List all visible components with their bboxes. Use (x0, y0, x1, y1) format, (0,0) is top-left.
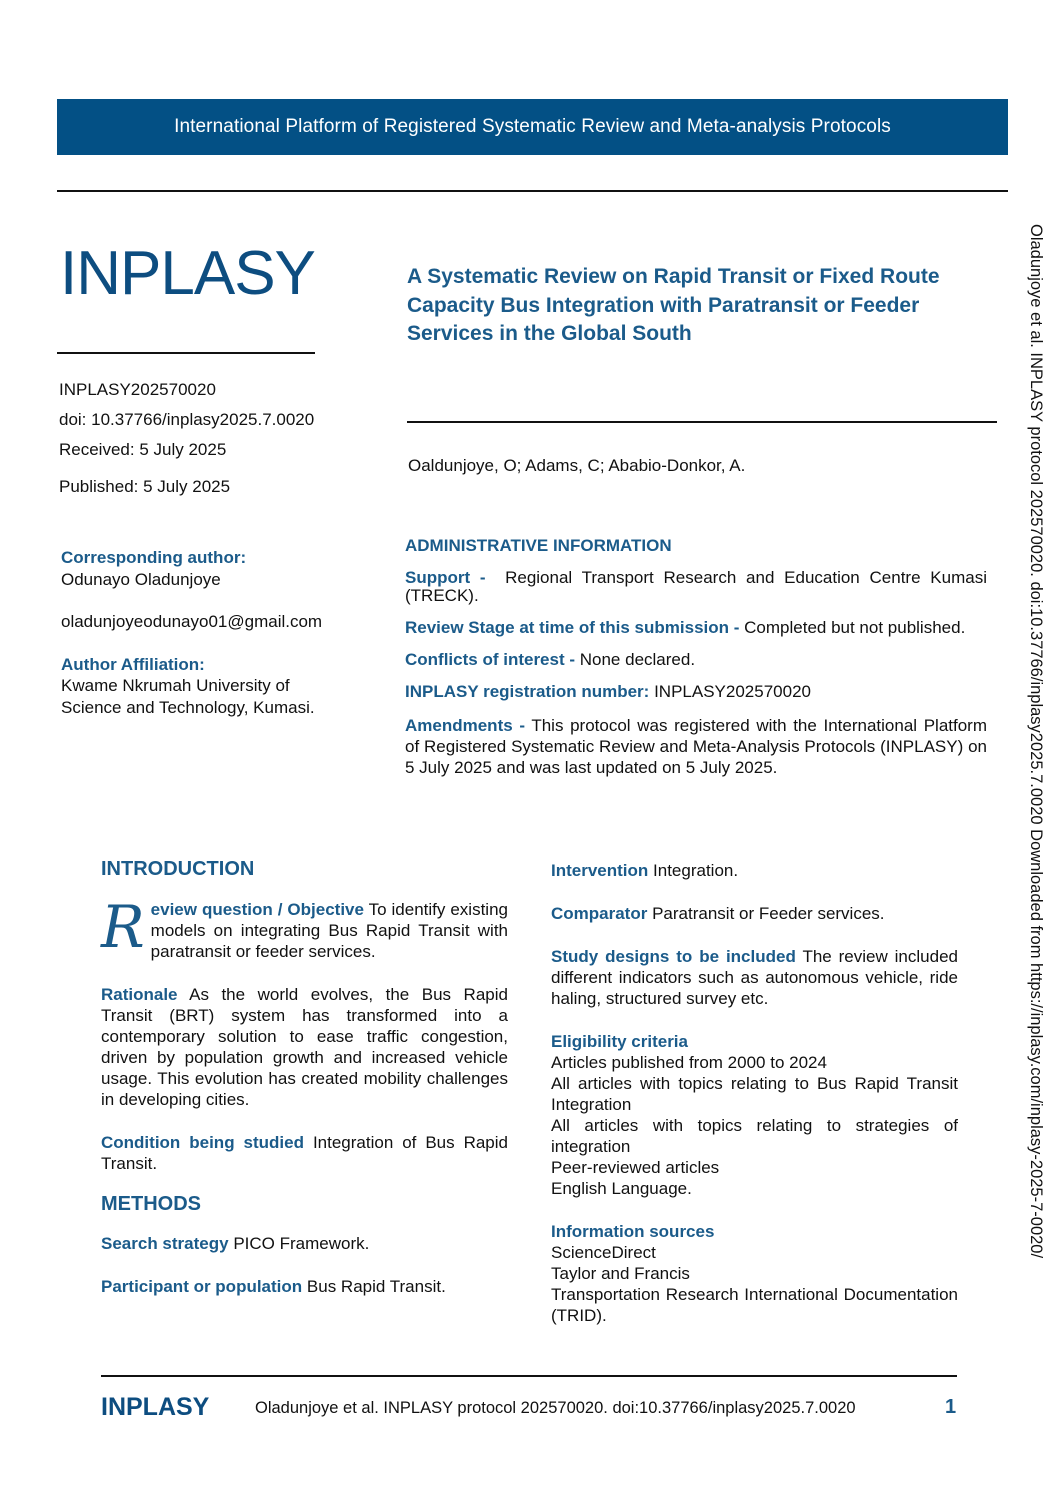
administrative-information (405, 537, 987, 792)
review-question-paragraph (101, 893, 508, 962)
intervention-paragraph (551, 860, 958, 881)
conflicts-text: None declared. (579, 650, 696, 669)
support-paragraph (405, 569, 987, 605)
registration-id: INPLASY202570020 (59, 380, 216, 399)
eligibility-item: English Language. (551, 1179, 692, 1198)
review-question-label: eview question / Objective (150, 900, 364, 919)
affiliation-heading: Author Affiliation: (61, 655, 205, 674)
left-column (101, 859, 508, 1297)
study-designs-paragraph (551, 946, 958, 1009)
corresponding-author-block (61, 548, 361, 633)
study-designs-text: The review included different indicators such as autonomous vehicle, ride haling, structured survey etc. (551, 947, 958, 1008)
author-list: Oaldunjoye, O; Adams, C; Ababio-Donkor, A. (408, 456, 746, 475)
conflicts-label: Conflicts of interest - (405, 650, 576, 669)
source-item: ScienceDirect (551, 1243, 656, 1262)
top-rule (57, 190, 1008, 192)
introduction-heading: INTRODUCTION (101, 858, 255, 880)
affiliation-text: Kwame Nkrumah University of Science and Technology, Kumasi. (61, 676, 315, 717)
search-strategy-label: Search strategy (101, 1234, 229, 1253)
affiliation-block (61, 655, 346, 719)
corresponding-email[interactable]: oladunjoyeodunayo01@gmail.com (61, 612, 323, 631)
rationale-text: As the world evolves, the Bus Rapid Transit (BRT) system has transformed into a contemporary solution to ease traffic congestion, driven by population growth and increased vehicle usage. This evolution has created mobility challenges in developing cities. (101, 985, 508, 1109)
logo-rule (57, 352, 315, 354)
dropcap-letter: R (101, 893, 145, 961)
review-question-text: To identify existing models on integrating Bus Rapid Transit with paratransit or feeder services. (150, 900, 508, 961)
paper-title: A Systematic Review on Rapid Transit or Fixed Route Capacity Bus Integration with Paratransit or Feeder Services in the Global South (407, 265, 940, 345)
condition-text: Integration of Bus Rapid Transit. (101, 1133, 508, 1173)
journal-banner (57, 99, 1008, 155)
condition-label: Condition being studied (101, 1133, 304, 1152)
registration-number-label: INPLASY registration number: (405, 682, 650, 701)
rationale-label: Rationale (101, 985, 178, 1004)
doi-text[interactable]: doi: 10.37766/inplasy2025.7.0020 (59, 410, 315, 429)
intervention-text: Integration. (653, 861, 739, 880)
condition-paragraph (101, 1132, 508, 1174)
eligibility-label: Eligibility criteria (551, 1032, 688, 1051)
inplasy-logo: INPLASY (60, 239, 315, 308)
eligibility-item: Peer-reviewed articles (551, 1158, 720, 1177)
comparator-paragraph (551, 903, 958, 924)
download-sidebar: Oladunjoye et al. INPLASY protocol 202570020. doi:10.37766/inplasy2025.7.0020 Downloaded from https://inplasy.com/inplasy-2025-7-0020/ (1027, 224, 1045, 1259)
rationale-paragraph (101, 984, 508, 1110)
registration-number-text: INPLASY202570020 (654, 682, 811, 701)
study-designs-label: Study designs to be included (551, 947, 796, 966)
registration-number-paragraph (405, 683, 987, 701)
search-strategy-paragraph (101, 1233, 508, 1254)
participant-paragraph (101, 1276, 508, 1297)
banner-text: International Platform of Registered Systematic Review and Meta-analysis Protocols (174, 116, 891, 137)
conflicts-paragraph (405, 651, 987, 669)
participant-text: Bus Rapid Transit. (306, 1277, 446, 1296)
eligibility-item: All articles with topics relating to Bus Rapid Transit Integration (551, 1074, 958, 1114)
source-item: Transportation Research International Documentation (TRID). (551, 1285, 958, 1325)
review-stage-label: Review Stage at time of this submission - (405, 618, 740, 637)
amendments-text: This protocol was registered with the International Platform of Registered Systematic Review and Meta-Analysis Protocols (INPLASY) on 5 July 2025 and was last updated on 5 July 2025. (405, 716, 987, 777)
participant-label: Participant or population (101, 1277, 303, 1296)
information-sources-label: Information sources (551, 1222, 715, 1241)
footer-rule (101, 1375, 957, 1377)
amendments-label: Amendments - (405, 716, 525, 735)
admin-heading: ADMINISTRATIVE INFORMATION (405, 536, 672, 555)
review-stage-paragraph (405, 619, 987, 637)
comparator-text: Paratransit or Feeder services. (652, 904, 885, 923)
eligibility-item: Articles published from 2000 to 2024 (551, 1053, 827, 1072)
methods-heading: METHODS (101, 1193, 201, 1215)
right-column (551, 860, 958, 1326)
comparator-label: Comparator (551, 904, 648, 923)
corresponding-name: Odunayo Oladunjoye (61, 570, 221, 589)
footer-logo: INPLASY (101, 1393, 210, 1421)
search-strategy-text: PICO Framework. (233, 1234, 370, 1253)
received-date: Received: 5 July 2025 (59, 440, 227, 459)
intervention-label: Intervention (551, 861, 649, 880)
footer-citation: Oladunjoye et al. INPLASY protocol 202570020. doi:10.37766/inplasy2025.7.0020 (255, 1399, 856, 1417)
support-text: Regional Transport Research and Education Centre Kumasi (TRECK). (405, 568, 987, 605)
page-number: 1 (945, 1396, 957, 1418)
corresponding-heading: Corresponding author: (61, 548, 247, 567)
title-rule (407, 421, 997, 423)
support-label: Support - (405, 568, 486, 587)
source-item: Taylor and Francis (551, 1264, 690, 1283)
published-date: Published: 5 July 2025 (59, 477, 231, 496)
eligibility-item: All articles with topics relating to strategies of integration (551, 1116, 958, 1156)
amendments-paragraph (405, 715, 987, 778)
review-stage-text: Completed but not published. (744, 618, 966, 637)
